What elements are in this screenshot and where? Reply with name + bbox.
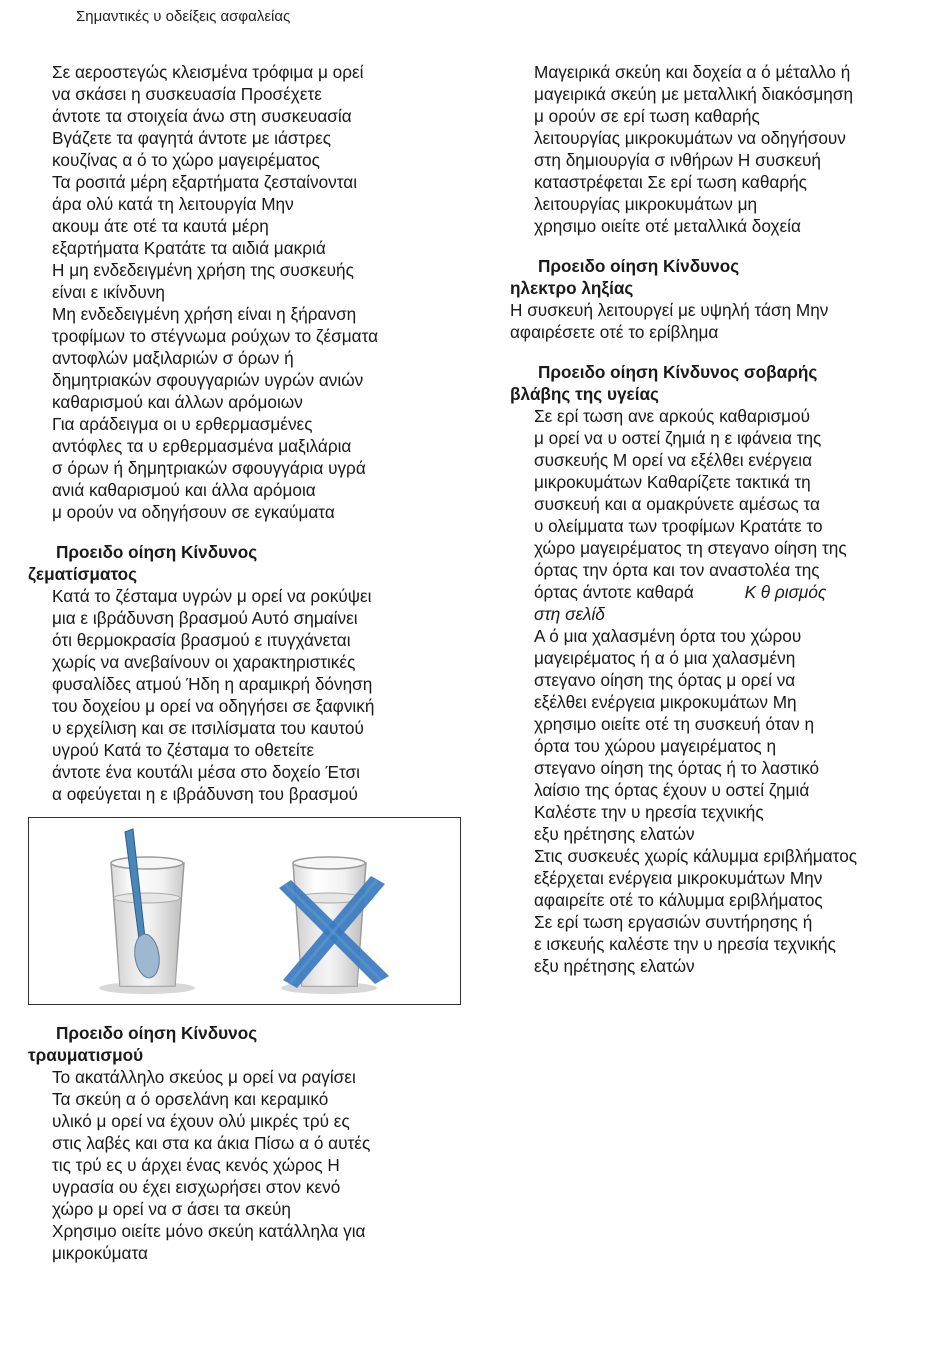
text-line: χρησιμο οιείτε οτέ τη συσκευή όταν η <box>534 714 815 734</box>
text-line: Τα ροσιτά μέρη εξαρτήματα ζεσταίνονται <box>52 172 358 192</box>
page-header: Σημαντικές υ οδείξεις ασφαλείας <box>76 8 291 25</box>
text-line: άρα ολύ κατά τη λειτουργία Μην <box>52 194 294 214</box>
text-line: χώρο μαγειρέματος τη στεγανο οίηση της <box>534 538 847 558</box>
text-line: μαγειρικά σκεύη με μεταλλική διακόσμηση <box>534 84 854 104</box>
injury-body <box>28 1066 458 1264</box>
warning-heading-line: Προειδο οίηση Κίνδυνος <box>56 1023 258 1043</box>
warning-heading-line: Προειδο οίηση Κίνδυνος σοβαρής <box>538 362 818 382</box>
text-line: Κατά το ζέσταμα υγρών μ ορεί να ροκύψει <box>52 586 372 606</box>
text-line: υ ερχείλιση και σε ιτσιλίσματα του καυτού <box>52 718 364 738</box>
text-line: Η συσκευή λειτουργεί με υψηλή τάση Μην <box>510 300 829 320</box>
warning-heading-line: Προειδο οίηση Κίνδυνος <box>56 542 258 562</box>
text-line: εξαρτήματα Κρατάτε τα αιδιά μακριά <box>52 238 326 258</box>
text-line: Α ό μια χαλασμένη όρτα του χώρου <box>534 626 802 646</box>
text-line: Σε ερί τωση ανε αρκούς καθαρισμού <box>534 406 810 426</box>
text-line: ότι θερμοκρασία βρασμού ε ιτυγχάνεται <box>52 630 351 650</box>
text-line: εξυ ηρέτησης ελατών <box>534 824 695 844</box>
text-line: Τα σκεύη α ό ορσελάνη και κεραμικό <box>52 1089 329 1109</box>
text-line: λαίσιο της όρτας έχουν υ οστεί ζημιά <box>534 780 810 800</box>
text-line: καθαρισμού και άλλων αρόμοιων <box>52 392 303 412</box>
text-line: μικροκύματα <box>52 1243 148 1263</box>
text-line: καταστρέφεται Σε ερί τωση καθαρής <box>534 172 807 192</box>
text-line: Μη ενδεδειγμένη χρήση είναι η ξήρανση <box>52 304 357 324</box>
text-line: Χρησιμο οιείτε μόνο σκεύη κατάλληλα για <box>52 1221 366 1241</box>
warning-heading-line: Προειδο οίηση Κίνδυνος <box>538 256 740 276</box>
intro-paragraph <box>52 61 462 523</box>
text-line: ακουμ άτε οτέ τα καυτά μέρη <box>52 216 269 236</box>
text-line: δημητριακών σφουγγαριών υγρών ανιών <box>52 370 364 390</box>
metal-paragraph <box>510 61 940 237</box>
text-line: φυσαλίδες ατμού Ήδη η αραμικρή δόνηση <box>52 674 373 694</box>
text-line: χώρο μ ορεί να σ άσει τα σκεύη <box>52 1199 291 1219</box>
text-line: χρησιμο οιείτε οτέ μεταλλικά δοχεία <box>534 216 801 236</box>
text-line: υγρού Κατά το ζέσταμα το οθετείτε <box>52 740 315 760</box>
text-line: ε ισκευής καλέστε την υ ηρεσία τεχνικής <box>534 934 836 954</box>
text-line: εξυ ηρέτησης ελατών <box>534 956 695 976</box>
text-line: τροφίμων το στέγνωμα ρούχων το ζέσματα <box>52 326 379 346</box>
injury-warning-heading <box>28 1022 458 1066</box>
text-line-with-reference <box>534 581 940 603</box>
left-column <box>28 61 462 805</box>
text-line: ανιά καθαρισμού και άλλα αρόμοια <box>52 480 316 500</box>
shock-warning-section <box>510 255 940 343</box>
text-line: άντοτε τα στοιχεία άνω στη συσκευασία <box>52 106 352 126</box>
text-line: να σκάσει η συσκευασία Προσέχετε <box>52 84 322 104</box>
warning-heading-line: βλάβης της υγείας <box>510 384 659 404</box>
text-line: Η μη ενδεδειγμένη χρήση της συσκευής <box>52 260 354 280</box>
text-line: συσκευής Μ ορεί να εξέλθει ενέργεια <box>534 450 813 470</box>
text-line: υ ολείμματα των τροφίμων Κρατάτε το <box>534 516 823 536</box>
text-line: στεγανο οίηση της όρτας μ ορεί να <box>534 670 796 690</box>
text-line: μ ορούν σε ερί τωση καθαρής <box>534 106 760 126</box>
text-line: χωρίς να ανεβαίνουν οι χαρακτηριστικές <box>52 652 356 672</box>
text-line: μικροκυμάτων Καθαρίζετε τακτικά τη <box>534 472 811 492</box>
text-line: εξέρχεται ενέργεια μικροκυμάτων Μην <box>534 868 823 888</box>
text-line: στη δημιουργία σ ινθήρων Η συσκευή <box>534 150 821 170</box>
text-line: άντοτε ένα κουτάλι μέσα στο δοχείο Έτσι <box>52 762 360 782</box>
text-line: είναι ε ικίνδυνη <box>52 282 165 302</box>
text-line: στεγανο οίηση της όρτας ή το λαστικό <box>534 758 820 778</box>
scald-warning-heading <box>28 541 462 585</box>
text-line: Το ακατάλληλο σκεύος μ ορεί να ραγίσει <box>52 1067 356 1087</box>
text-line: στις λαβές και στα κα άκια Πίσω α ό αυτές <box>52 1133 371 1153</box>
warning-heading-line: τραυματισμού <box>28 1045 144 1065</box>
text-line: Σε ερί τωση εργασιών συντήρησης ή <box>534 912 813 932</box>
text-line: αντοφλών μαξιλαριών σ όρων ή <box>52 348 294 368</box>
health-body <box>510 405 940 977</box>
text-line: μ ορούν να οδηγήσουν σε εγκαύματα <box>52 502 335 522</box>
glass-crossed-out-icon <box>279 857 389 994</box>
text-line: υλικό μ ορεί να έχουν ολύ μικρές τρύ ες <box>52 1111 350 1131</box>
text-line: μια ε ιβράδυνση βρασμού Αυτό σημαίνει <box>52 608 358 628</box>
text-line: του δοχείου μ ορεί να οδηγήσει σε ξαφνική <box>52 696 375 716</box>
text-line: Καλέστε την υ ηρεσία τεχνικής <box>534 802 764 822</box>
text-line: λειτουργίας μικροκυμάτων να οδηγήσουν <box>534 128 846 148</box>
text-line: αφαιρέσετε οτέ το ερίβλημα <box>510 322 719 342</box>
health-warning-section <box>510 361 940 977</box>
text-line: μαγειρέματος ή α ό μια χαλασμένη <box>534 648 796 668</box>
text-line: υγρασία ου έχει εισχωρήσει στον κενό <box>52 1177 341 1197</box>
health-warning-heading <box>510 361 940 405</box>
text-line: κουζίνας α ό το χώρο μαγειρέματος <box>52 150 320 170</box>
text-line: Για αράδειγμα οι υ ερθερμασμένες <box>52 414 313 434</box>
text-line: αντόφλες τα υ ερθερμασμένα μαξιλάρια <box>52 436 352 456</box>
text-fragment: όρτας άντοτε καθαρά <box>534 582 694 602</box>
text-line: όρτα του χώρου μαγειρέματος η <box>534 736 777 756</box>
text-line: Στις συσκευές χωρίς κάλυμμα εριβλήματος <box>534 846 858 866</box>
text-line: μ ορεί να υ οστεί ζημιά η ε ιφάνεια της <box>534 428 822 448</box>
text-line: σ όρων ή δημητριακών σφουγγάρια υγρά <box>52 458 366 478</box>
glass-with-spoon-icon <box>99 829 195 994</box>
text-line: Μαγειρικά σκεύη και δοχεία α ό μέταλλο ή <box>534 62 851 82</box>
warning-heading-line: ζεματίσματος <box>28 564 138 584</box>
text-line: λειτουργίας μικροκυμάτων μη <box>534 194 758 214</box>
scald-warning-section <box>28 541 462 805</box>
glass-illustration <box>28 817 461 1005</box>
text-line: αφαιρείτε οτέ το κάλυμμα εριβλήματος <box>534 890 823 910</box>
text-line: συσκευή και α ομακρύνετε αμέσως τα <box>534 494 820 514</box>
text-line: Σε αεροστεγώς κλεισμένα τρόφιμα μ ορεί <box>52 62 364 82</box>
cleaning-reference-link[interactable]: Κ θ ρισμός <box>744 582 827 602</box>
text-line: εξέλθει ενέργεια μικροκυμάτων Μη <box>534 692 797 712</box>
text-line: α οφεύγεται η ε ιβράδυνση του βρασμού <box>52 784 358 804</box>
text-line: τις τρύ ες υ άρχει ένας κενός χώρος Η <box>52 1155 340 1175</box>
shock-warning-heading <box>510 255 940 299</box>
text-line: όρτας την όρτα και τον αναστολέα της <box>534 560 820 580</box>
text-line: Βγάζετε τα φαγητά άντοτε με ιάστρες <box>52 128 332 148</box>
illustration-svg <box>29 818 460 1004</box>
right-column <box>510 61 940 977</box>
page-reference: στη σελίδ <box>534 604 605 624</box>
warning-heading-line: ηλεκτρο ληξίας <box>510 278 634 298</box>
injury-warning-section <box>28 1022 458 1264</box>
